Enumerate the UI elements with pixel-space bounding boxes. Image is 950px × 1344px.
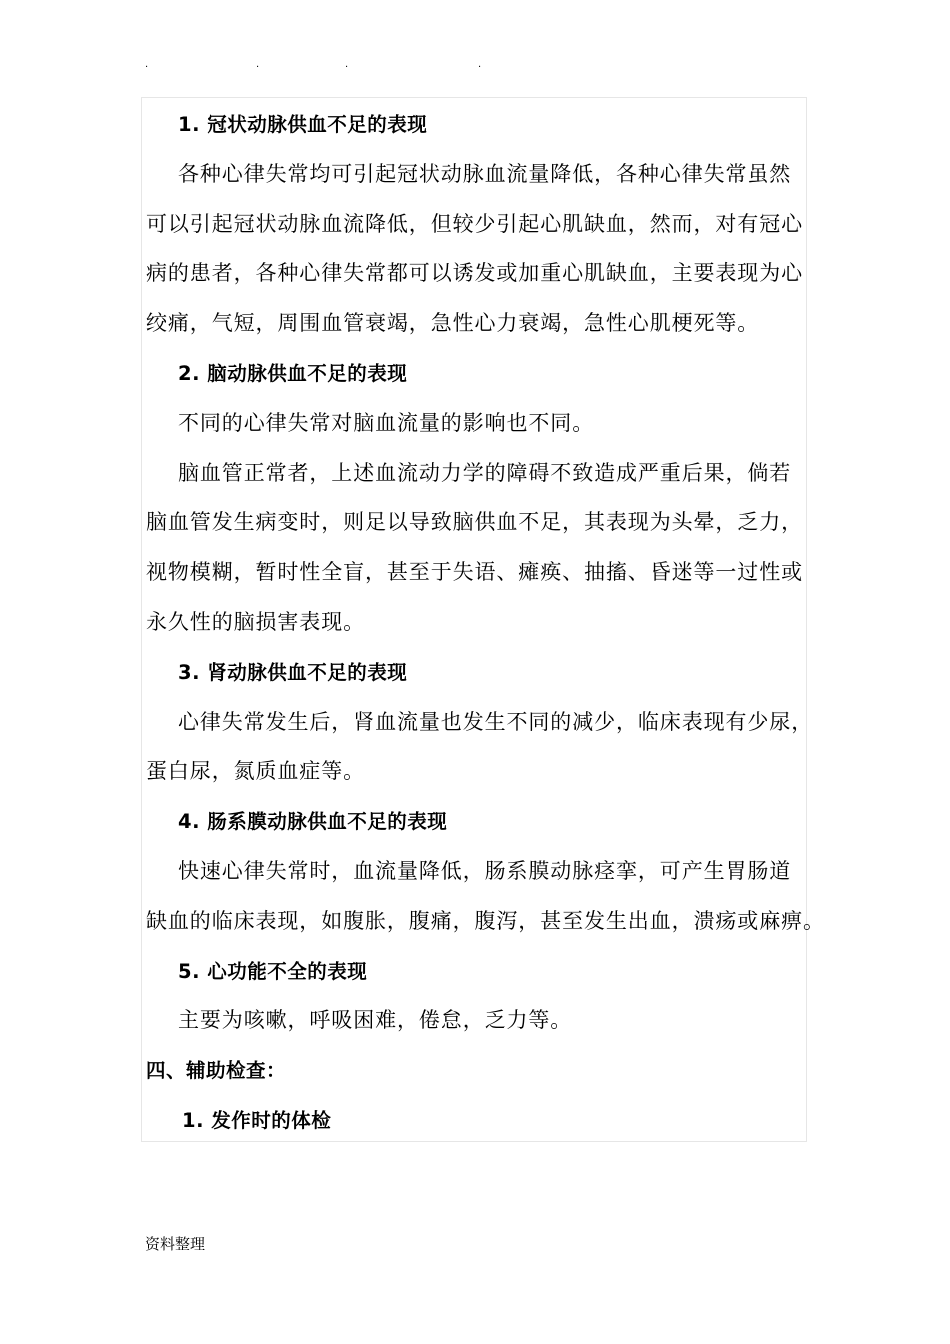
paragraph-line: 视物模糊，暂时性全盲，甚至于失语、瘫痪、抽搐、昏迷等一过性或 — [146, 560, 803, 585]
section-heading: 5. 心功能不全的表现 — [178, 959, 368, 983]
section-heading: 四、辅助检查： — [146, 1059, 287, 1083]
footer-label: 资料整理 — [145, 1235, 206, 1253]
paragraph-line: 各种心律失常均可引起冠状动脉血流量降低，各种心律失常虽然 — [178, 161, 792, 186]
paragraph-line: 不同的心律失常对脑血流量的影响也不同。 — [178, 410, 595, 435]
paragraph-line: 可以引起冠状动脉血流降低，但较少引起心肌缺血，然而，对有冠心 — [146, 211, 803, 236]
section-heading: 3. 肾动脉供血不足的表现 — [178, 660, 408, 684]
document-body — [146, 100, 825, 1146]
section-heading: 4. 肠系膜动脉供血不足的表现 — [178, 810, 448, 834]
paragraph-line: 脑血管发生病变时，则足以导致脑供血不足，其表现为头晕，乏力， — [146, 510, 803, 535]
header-mark: . — [345, 59, 349, 70]
paragraph-line: 病的患者，各种心律失常都可以诱发或加重心肌缺血，主要表现为心 — [146, 261, 803, 286]
paragraph-line: 快速心律失常时，血流量降低，肠系膜动脉痉挛，可产生胃肠道 — [178, 858, 792, 883]
header-mark: . — [478, 59, 482, 70]
header-mark: . — [256, 59, 260, 70]
paragraph-line: 心律失常发生后，肾血流量也发生不同的减少，临床表现有少尿， — [178, 709, 814, 734]
paragraph-line: 缺血的临床表现，如腹胀，腹痛，腹泻，甚至发生出血，溃疡或麻痹。 — [146, 908, 825, 933]
paragraph-line: 绞痛，气短，周围血管衰竭，急性心力衰竭，急性心肌梗死等。 — [146, 311, 760, 336]
paragraph-line: 永久性的脑损害表现。 — [146, 609, 365, 634]
paragraph-line: 蛋白尿，氮质血症等。 — [146, 759, 365, 784]
paragraph-line: 主要为咳嗽，呼吸困难，倦怠，乏力等。 — [178, 1008, 573, 1033]
section-heading: 2. 脑动脉供血不足的表现 — [178, 361, 408, 385]
section-heading: 1. 发作时的体检 — [182, 1108, 332, 1132]
paragraph-line: 脑血管正常者，上述血流动力学的障碍不致造成严重后果，倘若 — [178, 460, 792, 485]
section-heading: 1. 冠状动脉供血不足的表现 — [178, 113, 428, 136]
header-mark: . — [145, 59, 149, 70]
